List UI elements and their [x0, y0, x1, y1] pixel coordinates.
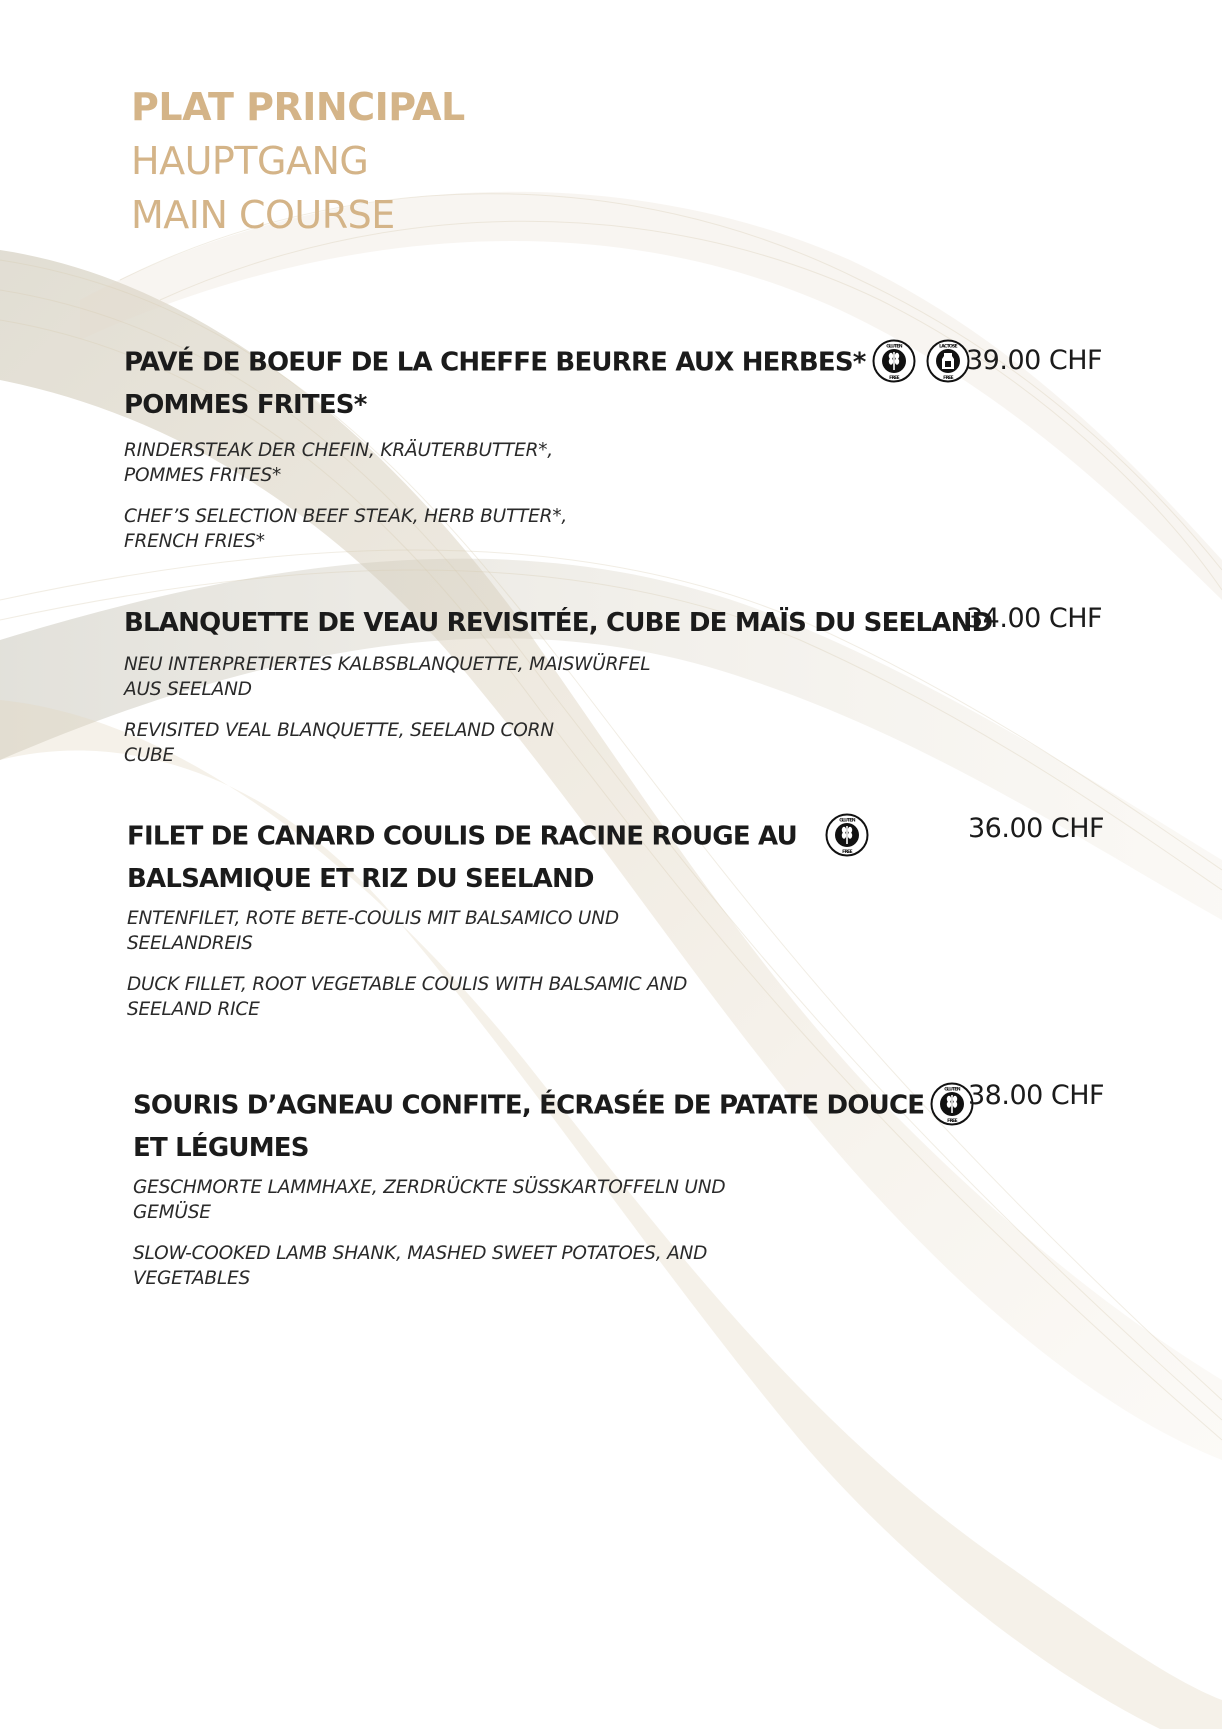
item-description-german: ENTENFILET, ROTE BETE-COULIS MIT BALSAMICO UND SEELANDREIS — [127, 908, 619, 954]
item-price: 38.00 CHF — [968, 1080, 1105, 1111]
item-description-english: REVISITED VEAL BLANQUETTE, SEELAND CORN CUBE — [124, 720, 554, 766]
badge-bottom-text: FREE — [842, 850, 852, 855]
item-title-line-1: SOURIS D’AGNEAU CONFITE, ÉCRASÉE DE PATATE DOUCE — [133, 1090, 925, 1121]
gluten-free-icon — [825, 813, 869, 857]
badge-top-text: GLUTEN — [839, 818, 855, 824]
badge-bottom-text: FREE — [942, 376, 953, 381]
item-description-german: NEU INTERPRETIERTES KALBSBLANQUETTE, MAISWÜRFEL AUS SEELAND — [124, 654, 651, 700]
item-description-english: CHEF’S SELECTION BEEF STEAK, HERB BUTTER*, FRENCH FRIES* — [124, 506, 568, 552]
item-title-line-1: FILET DE CANARD COULIS DE RACINE ROUGE AU — [127, 821, 797, 852]
item-title-line-2: POMMES FRITES* — [124, 390, 367, 420]
gluten-free-icon — [872, 339, 916, 383]
item-description-german: RINDERSTEAK DER CHEFIN, KRÄUTERBUTTER*, POMMES FRITES* — [124, 440, 553, 486]
dietary-badges — [872, 339, 970, 383]
heading-german: HAUPTGANG — [131, 139, 369, 183]
item-title-line-1: PAVÉ DE BOEUF DE LA CHEFFE BEURRE AUX HERBES* — [124, 347, 866, 378]
item-description-german: GESCHMORTE LAMMHAXE, ZERDRÜCKTE SÜSSKARTOFFELN UND GEMÜSE — [133, 1177, 726, 1223]
heading-french: PLAT PRINCIPAL — [131, 85, 465, 129]
lactose-free-icon — [926, 339, 970, 383]
menu-item-duck — [127, 815, 1127, 1022]
item-description-english: SLOW-COOKED LAMB SHANK, MASHED SWEET POTATOES, AND VEGETABLES — [133, 1243, 708, 1289]
heading-english: MAIN COURSE — [131, 193, 395, 237]
item-price: 39.00 CHF — [966, 345, 1103, 376]
badge-bottom-text: FREE — [888, 376, 899, 381]
item-title-line-2: BALSAMIQUE ET RIZ DU SEELAND — [127, 864, 594, 894]
badge-top-text: LACTOSE — [938, 344, 957, 350]
item-price: 34.00 CHF — [966, 603, 1103, 634]
menu-section-heading — [131, 80, 465, 242]
badge-top-text: GLUTEN — [944, 1087, 960, 1093]
item-price: 36.00 CHF — [968, 813, 1105, 844]
menu-item-lamb — [133, 1084, 1133, 1291]
item-title-line-1: BLANQUETTE DE VEAU REVISITÉE, CUBE DE MAÏS DU SEELAND — [124, 608, 993, 638]
item-title-line-2: ET LÉGUMES — [133, 1133, 309, 1163]
dietary-badges — [825, 813, 869, 857]
badge-bottom-text: FREE — [947, 1119, 958, 1124]
badge-top-text: GLUTEN — [885, 344, 902, 350]
item-description-english: DUCK FILLET, ROOT VEGETABLE COULIS WITH BALSAMIC AND SEELAND RICE — [127, 974, 688, 1020]
